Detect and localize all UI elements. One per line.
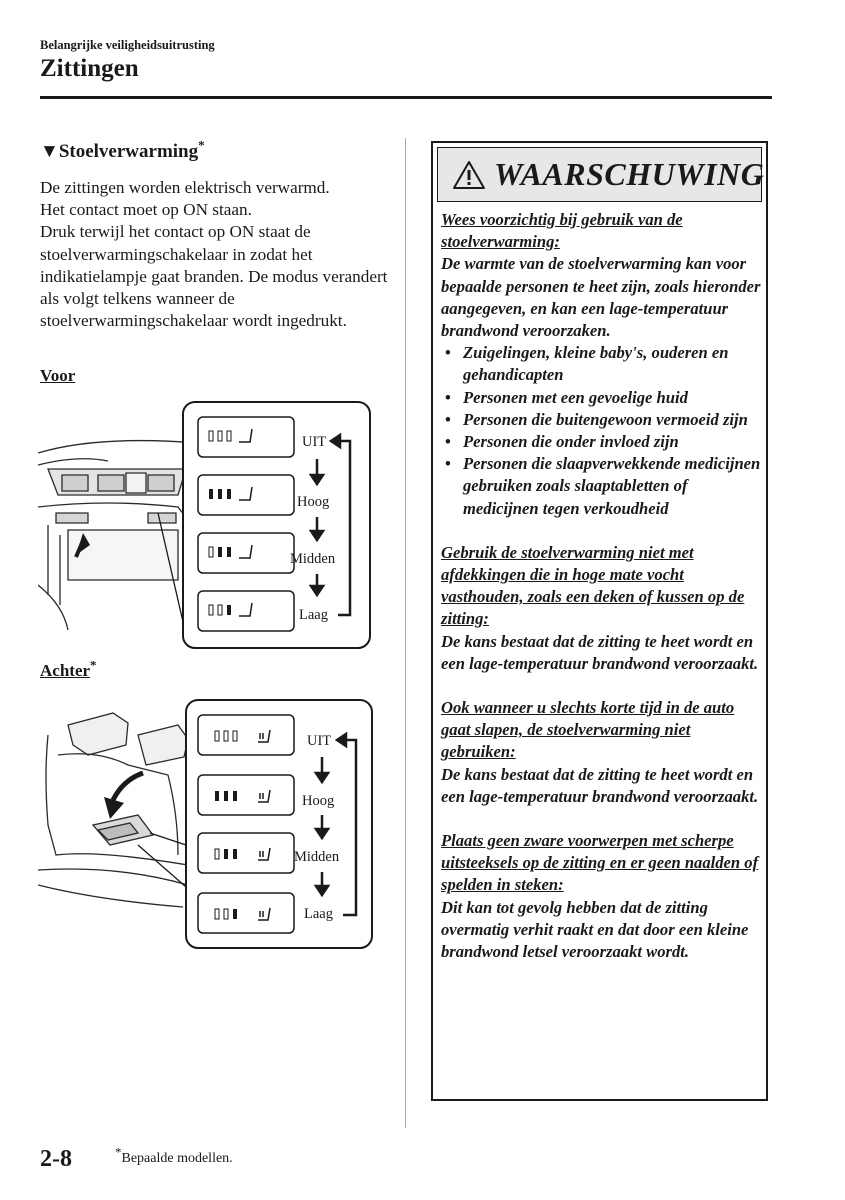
- list-item: • Personen die onder invloed zijn: [441, 431, 761, 453]
- rear-seat-heater-illustration: [38, 695, 383, 953]
- front-seat-heater-illustration: [38, 395, 383, 650]
- warning-triangle-icon: [452, 160, 486, 190]
- list-item: • Personen die slaapverwekkende medicijnen gebruiken zoals slaaptabletten of medicijnen tegen verkoudheid: [441, 453, 761, 520]
- intro-line-2: Het contact moet op ON staan.: [40, 200, 252, 220]
- intro-line-1: De zittingen worden elektrisch verwarmd.: [40, 178, 330, 197]
- rear-star: *: [90, 657, 97, 673]
- page-title: Zittingen: [40, 55, 139, 82]
- warning-s3-heading: Ook wanneer u slechts korte tijd in de auto gaat slapen, de stoelverwarming niet gebruiken:: [441, 698, 735, 762]
- list-item: • Personen die buitengewoon vermoeid zijn: [441, 409, 761, 431]
- warning-body: [441, 209, 761, 963]
- rear-mode-off-label: UIT: [307, 733, 332, 749]
- press-arrow-icon: [104, 797, 124, 819]
- title-rule: [40, 96, 772, 99]
- warning-s1-heading: Wees voorzichtig bij gebruik van de stoelverwarming:: [441, 210, 683, 252]
- mode-off-label: UIT: [302, 434, 327, 450]
- section-label: Belangrijke veiligheidsuitrusting: [40, 38, 215, 52]
- warning-s4-text: Dit kan tot gevolg hebben dat de zitting overmatig verhit raakt en dat door een kleine brandwond letsel veroorzaakt wordt.: [441, 897, 749, 962]
- mode-low-label: Laag: [299, 607, 328, 623]
- column-divider: [405, 138, 406, 1128]
- rear-mode-mid-label: Midden: [294, 849, 340, 865]
- footnote-star: *: [115, 1144, 122, 1160]
- rear-mode-high-label: Hoog: [302, 793, 335, 809]
- section-heading: [40, 137, 205, 163]
- warning-s4-heading: Plaats geen zware voorwerpen met scherpe uitsteeksels op de zitting en er geen naalden of spelden in steken:: [441, 831, 759, 895]
- list-item: • Zuigelingen, kleine baby's, ouderen en gehandicapten: [441, 342, 761, 386]
- rear-label: Achter: [40, 661, 91, 680]
- heading-marker: ▼: [40, 141, 59, 162]
- intro-text: [40, 177, 390, 332]
- warning-bullet-list: [441, 342, 761, 520]
- mode-high-label: Hoog: [297, 494, 330, 510]
- footnote-text: Bepaalde modellen.: [121, 1151, 233, 1166]
- list-item: • Personen met een gevoelige huid: [441, 387, 761, 409]
- footnote: [115, 1144, 233, 1167]
- warning-box: [431, 141, 768, 1101]
- warning-s2-text: De kans bestaat dat de zitting te heet wordt en een lage-temperatuur brandwond veroorzaakt.: [441, 631, 759, 673]
- front-label: Voor: [40, 366, 76, 385]
- heading-text: Stoelverwarming: [58, 141, 199, 162]
- warning-s3-text: De kans bestaat dat de zitting te heet wordt en een lage-temperatuur brandwond veroorzaakt.: [441, 764, 759, 806]
- warning-s1-text: De warmte van de stoelverwarming kan voor bepaalde personen te heet zijn, zoals hieronder aangegeven, en kan een lage-temperatuur brandwond veroorzaken.: [441, 254, 761, 341]
- intro-line-3: Druk terwijl het contact op ON staat de stoelverwarmingschakelaar in zodat het indikatielampje gaat branden. De modus verandert als volgt telkens wanneer de stoelverwarmingschakelaar wordt ingedrukt.: [40, 222, 388, 331]
- rear-label-wrap: [40, 657, 97, 681]
- warning-title: WAARSCHUWING: [494, 156, 765, 192]
- page-number: 2-8: [40, 1146, 72, 1172]
- mode-mid-label: Midden: [290, 551, 336, 567]
- warning-header: [437, 147, 765, 202]
- heading-star: *: [198, 137, 205, 153]
- rear-mode-low-label: Laag: [304, 906, 333, 922]
- warning-s2-heading: Gebruik de stoelverwarming niet met afdekkingen die in hoge mate vocht vasthouden, zoals een deken of kussen op de zitting:: [441, 542, 745, 629]
